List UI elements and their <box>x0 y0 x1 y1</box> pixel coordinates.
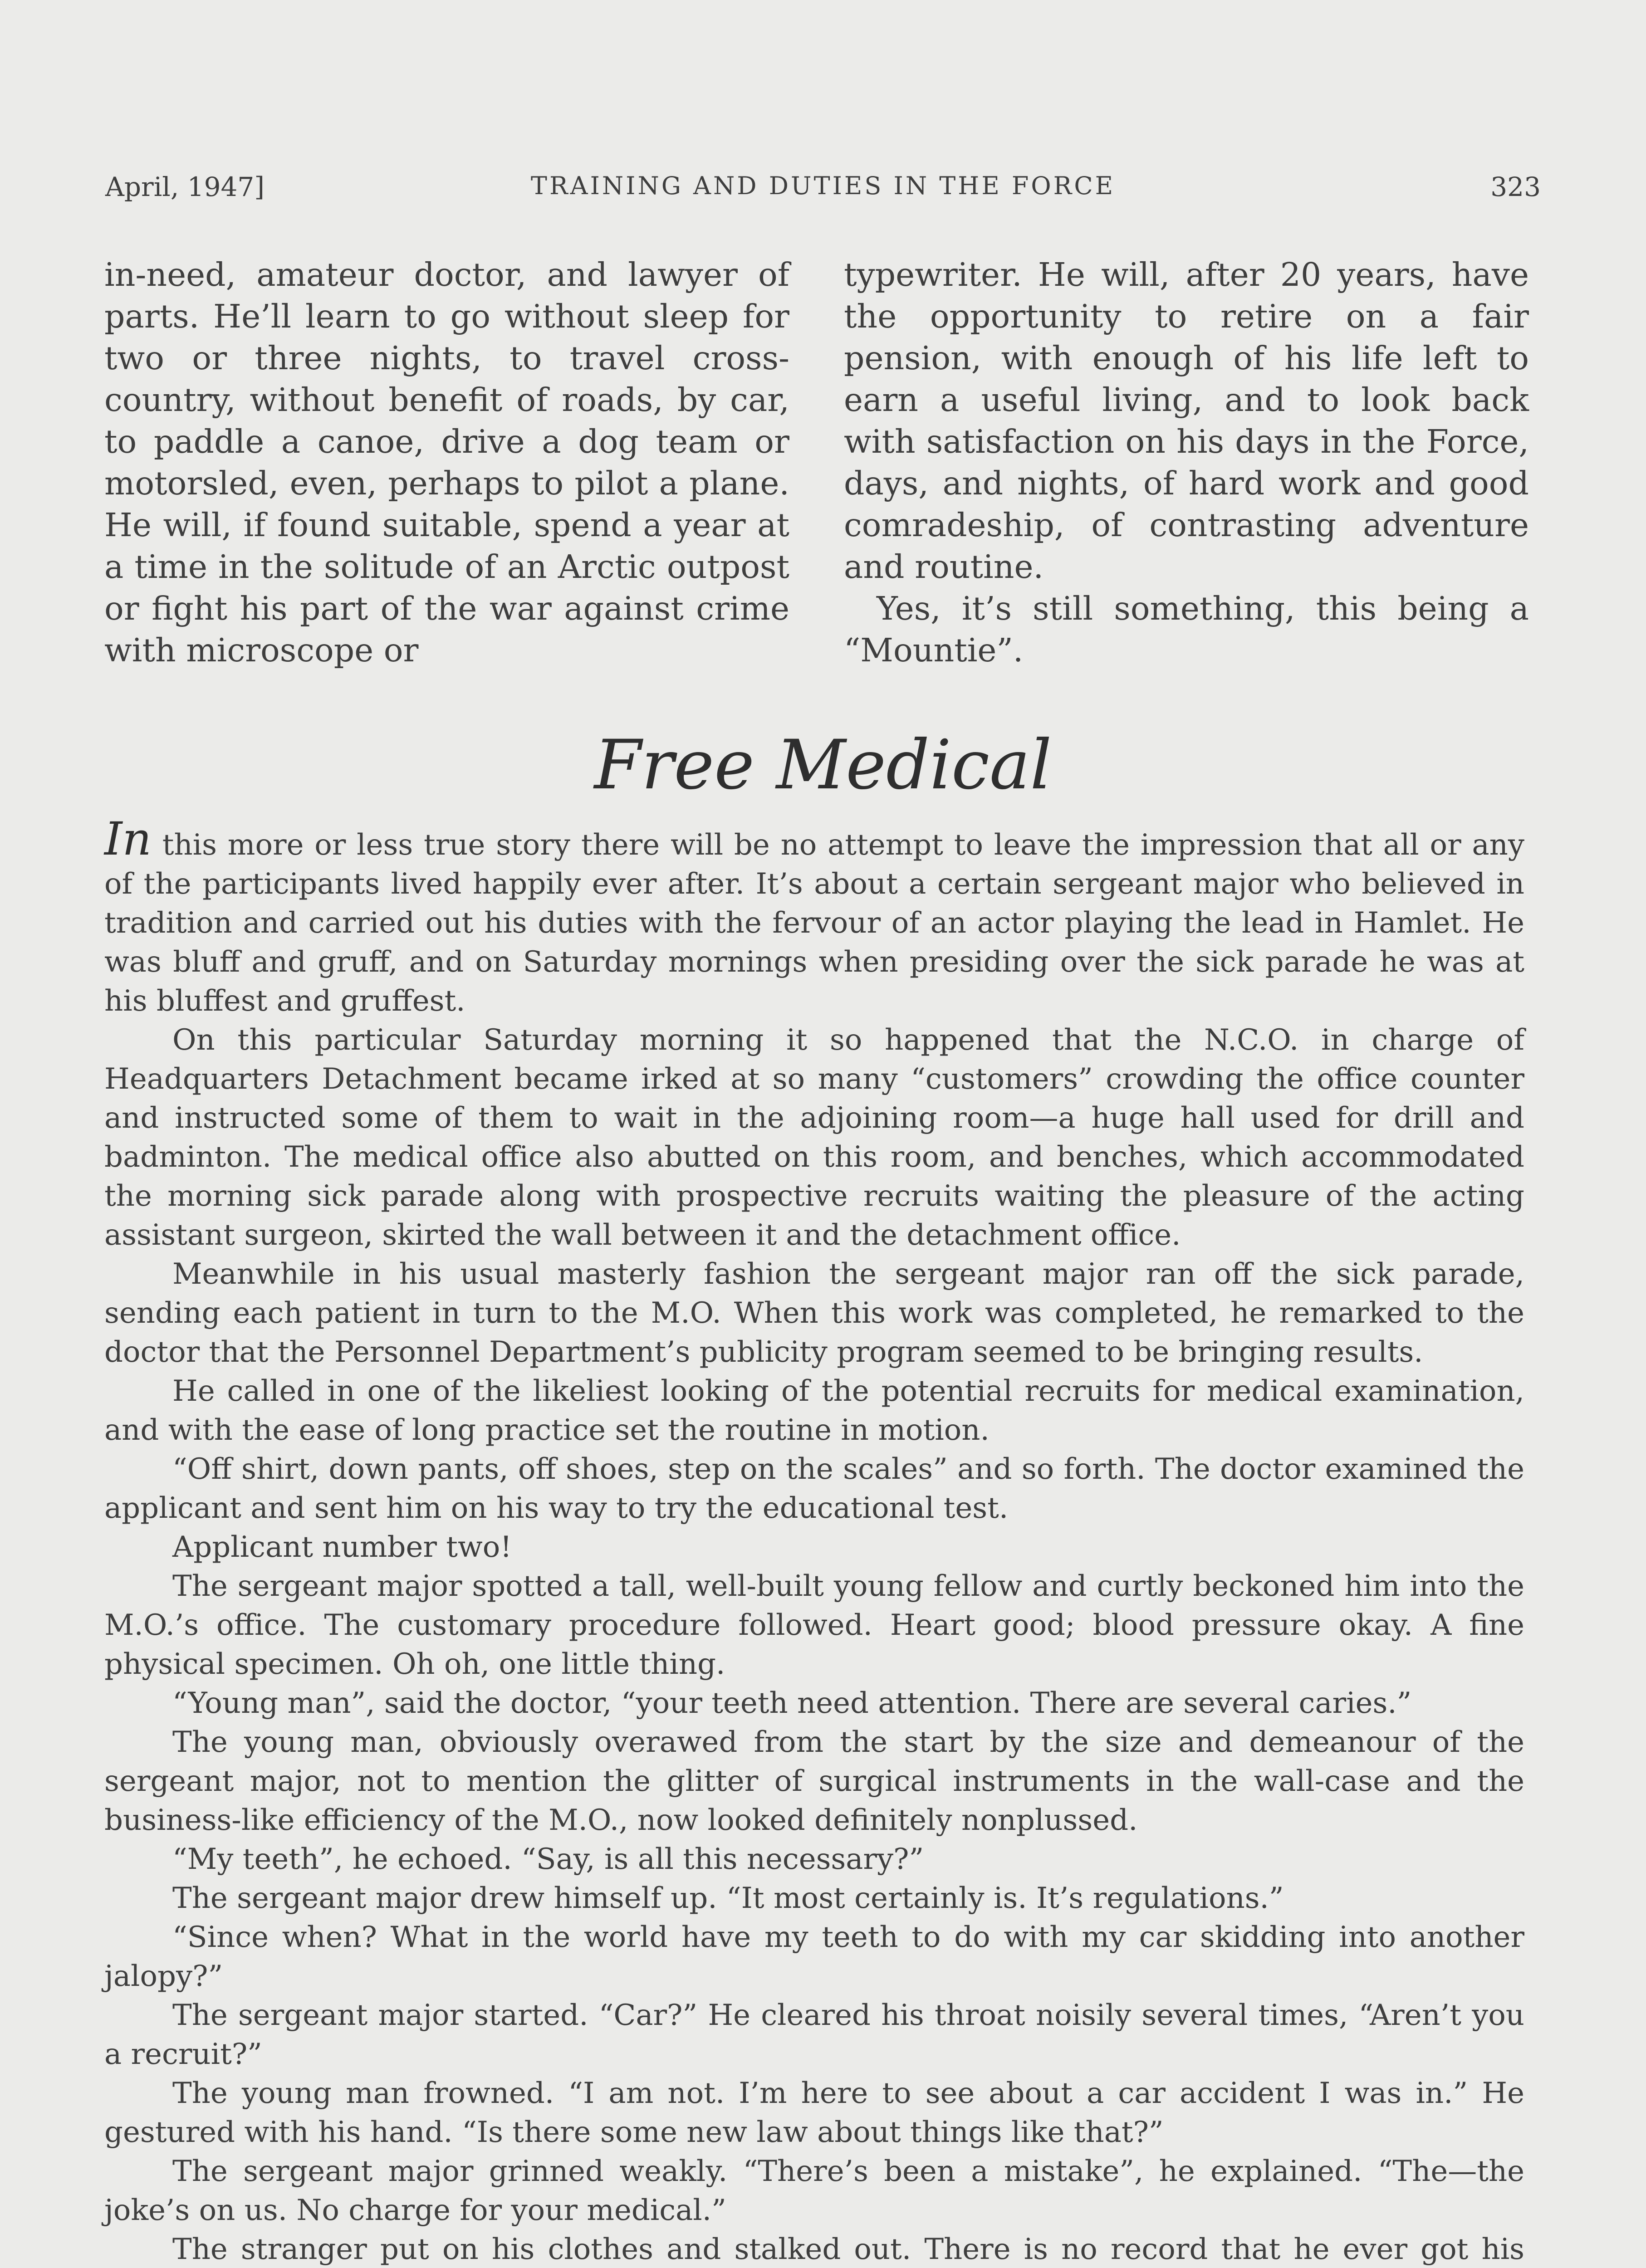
paragraph: The stranger put on his clothes and stalked out. There is no record that he ever got his <box>172 2233 1524 2266</box>
column-left <box>104 254 789 671</box>
previous-article-columns <box>104 254 1529 671</box>
drop-cap-word: In <box>104 812 152 865</box>
paragraph: The young man, obviously overawed from the start by the size and demeanour of the sergeant major, not to mention the glitter of surgical instruments in the wall-case and the business-like efficiency of the M.O., now looked definitely nonplussed. <box>104 1725 1524 1837</box>
paragraph: The young man frowned. “I am not. I’m here to see about a car accident I was in.” He gestured with his hand. “Is there some new law about things like that?” <box>104 2077 1524 2149</box>
paragraph: “Since when? What in the world have my teeth to do with my car skidding into another jalopy?” <box>104 1921 1524 1993</box>
paragraph: The sergeant major started. “Car?” He cleared his throat noisily several times, “Aren’t you a recruit?” <box>104 1999 1524 2071</box>
page-number: 323 <box>1490 171 1541 202</box>
paragraph: “Off shirt, down pants, off shoes, step on the scales” and so forth. The doctor examined the applicant and sent him on his way to try the educational test. <box>104 1452 1524 1525</box>
paragraph: The sergeant major grinned weakly. “There’s been a mistake”, he explained. “The—the joke’s on us. No charge for your medical.” <box>104 2155 1524 2227</box>
article-body <box>104 812 1525 2268</box>
column-left-text: in-need, amateur doctor, and lawyer of parts. He’ll learn to go without sleep for two or three nights, to travel cross-country, without benefit of roads, by car, to paddle a canoe, drive a dog team or motorsled, even, perhaps to pilot a plane. He will, if found suitable, spend a year at a time in the solitude of an Arctic outpost or fight his part of the war against crime with microscope or <box>104 256 789 669</box>
column-right-paragraph: typewriter. He will, after 20 years, have the opportunity to retire on a fair pension, with enough of his life left to earn a useful living, and to look back with satisfaction on his days in the Force, days, and nights, of hard work and good comradeship, of contrasting adventure and routine. <box>844 256 1529 586</box>
paragraph: “Young man”, said the doctor, “your teeth need attention. There are several caries.” <box>172 1686 1412 1720</box>
column-right-closing: Yes, it’s still something, this being a “Mountie”. <box>844 590 1529 669</box>
first-paragraph-text: this more or less true story there will be no attempt to leave the impression that all or any of the participants lived happily ever after. It’s about a certain sergeant major who believed in tradition and carried out his duties with the fervour of an actor playing the lead in Hamlet. He was bluff and gruff, and on Saturday mornings when presiding over the sick parade he was at his bluffest and gruffest. <box>104 828 1525 1018</box>
paragraph: He called in one of the likeliest looking of the potential recruits for medical examination, and with the ease of long practice set the routine in motion. <box>104 1374 1524 1447</box>
column-right <box>844 254 1529 671</box>
running-header <box>105 171 1541 212</box>
article-title: Free Medical <box>594 726 1052 805</box>
paragraph: On this particular Saturday morning it so happened that the N.C.O. in charge of Headquarters Detachment became irked at so many “customers” crowding the office counter and instructed some of them to wait in the adjoining room—a huge hall used for drill and badminton. The medical office also abutted on this room, and benches, which accommodated the morning sick parade along with prospective recruits waiting the pleasure of the acting assistant surgeon, skirted the wall between it and the detachment office. <box>104 1023 1524 1252</box>
paragraph: “My teeth”, he echoed. “Say, is all this necessary?” <box>172 1843 924 1876</box>
issue-date: April, 1947] <box>105 171 265 202</box>
first-paragraph <box>104 812 1525 1021</box>
paragraph: The sergeant major spotted a tall, well-built young fellow and curtly beckoned him into the M.O.’s office. The customary procedure followed. Heart good; blood pressure okay. A fine physical specimen. Oh oh, one little thing. <box>104 1569 1524 1681</box>
running-title: TRAINING AND DUTIES IN THE FORCE <box>530 171 1116 200</box>
paragraph: The sergeant major drew himself up. “It most certainly is. It’s regulations.” <box>172 1882 1284 1915</box>
paragraph: Meanwhile in his usual masterly fashion the sergeant major ran off the sick parade, sending each patient in turn to the M.O. When this work was completed, he remarked to the doctor that the Personnel Department’s publicity program seemed to be bringing results. <box>104 1257 1524 1369</box>
paragraph: Applicant number two! <box>172 1530 512 1564</box>
